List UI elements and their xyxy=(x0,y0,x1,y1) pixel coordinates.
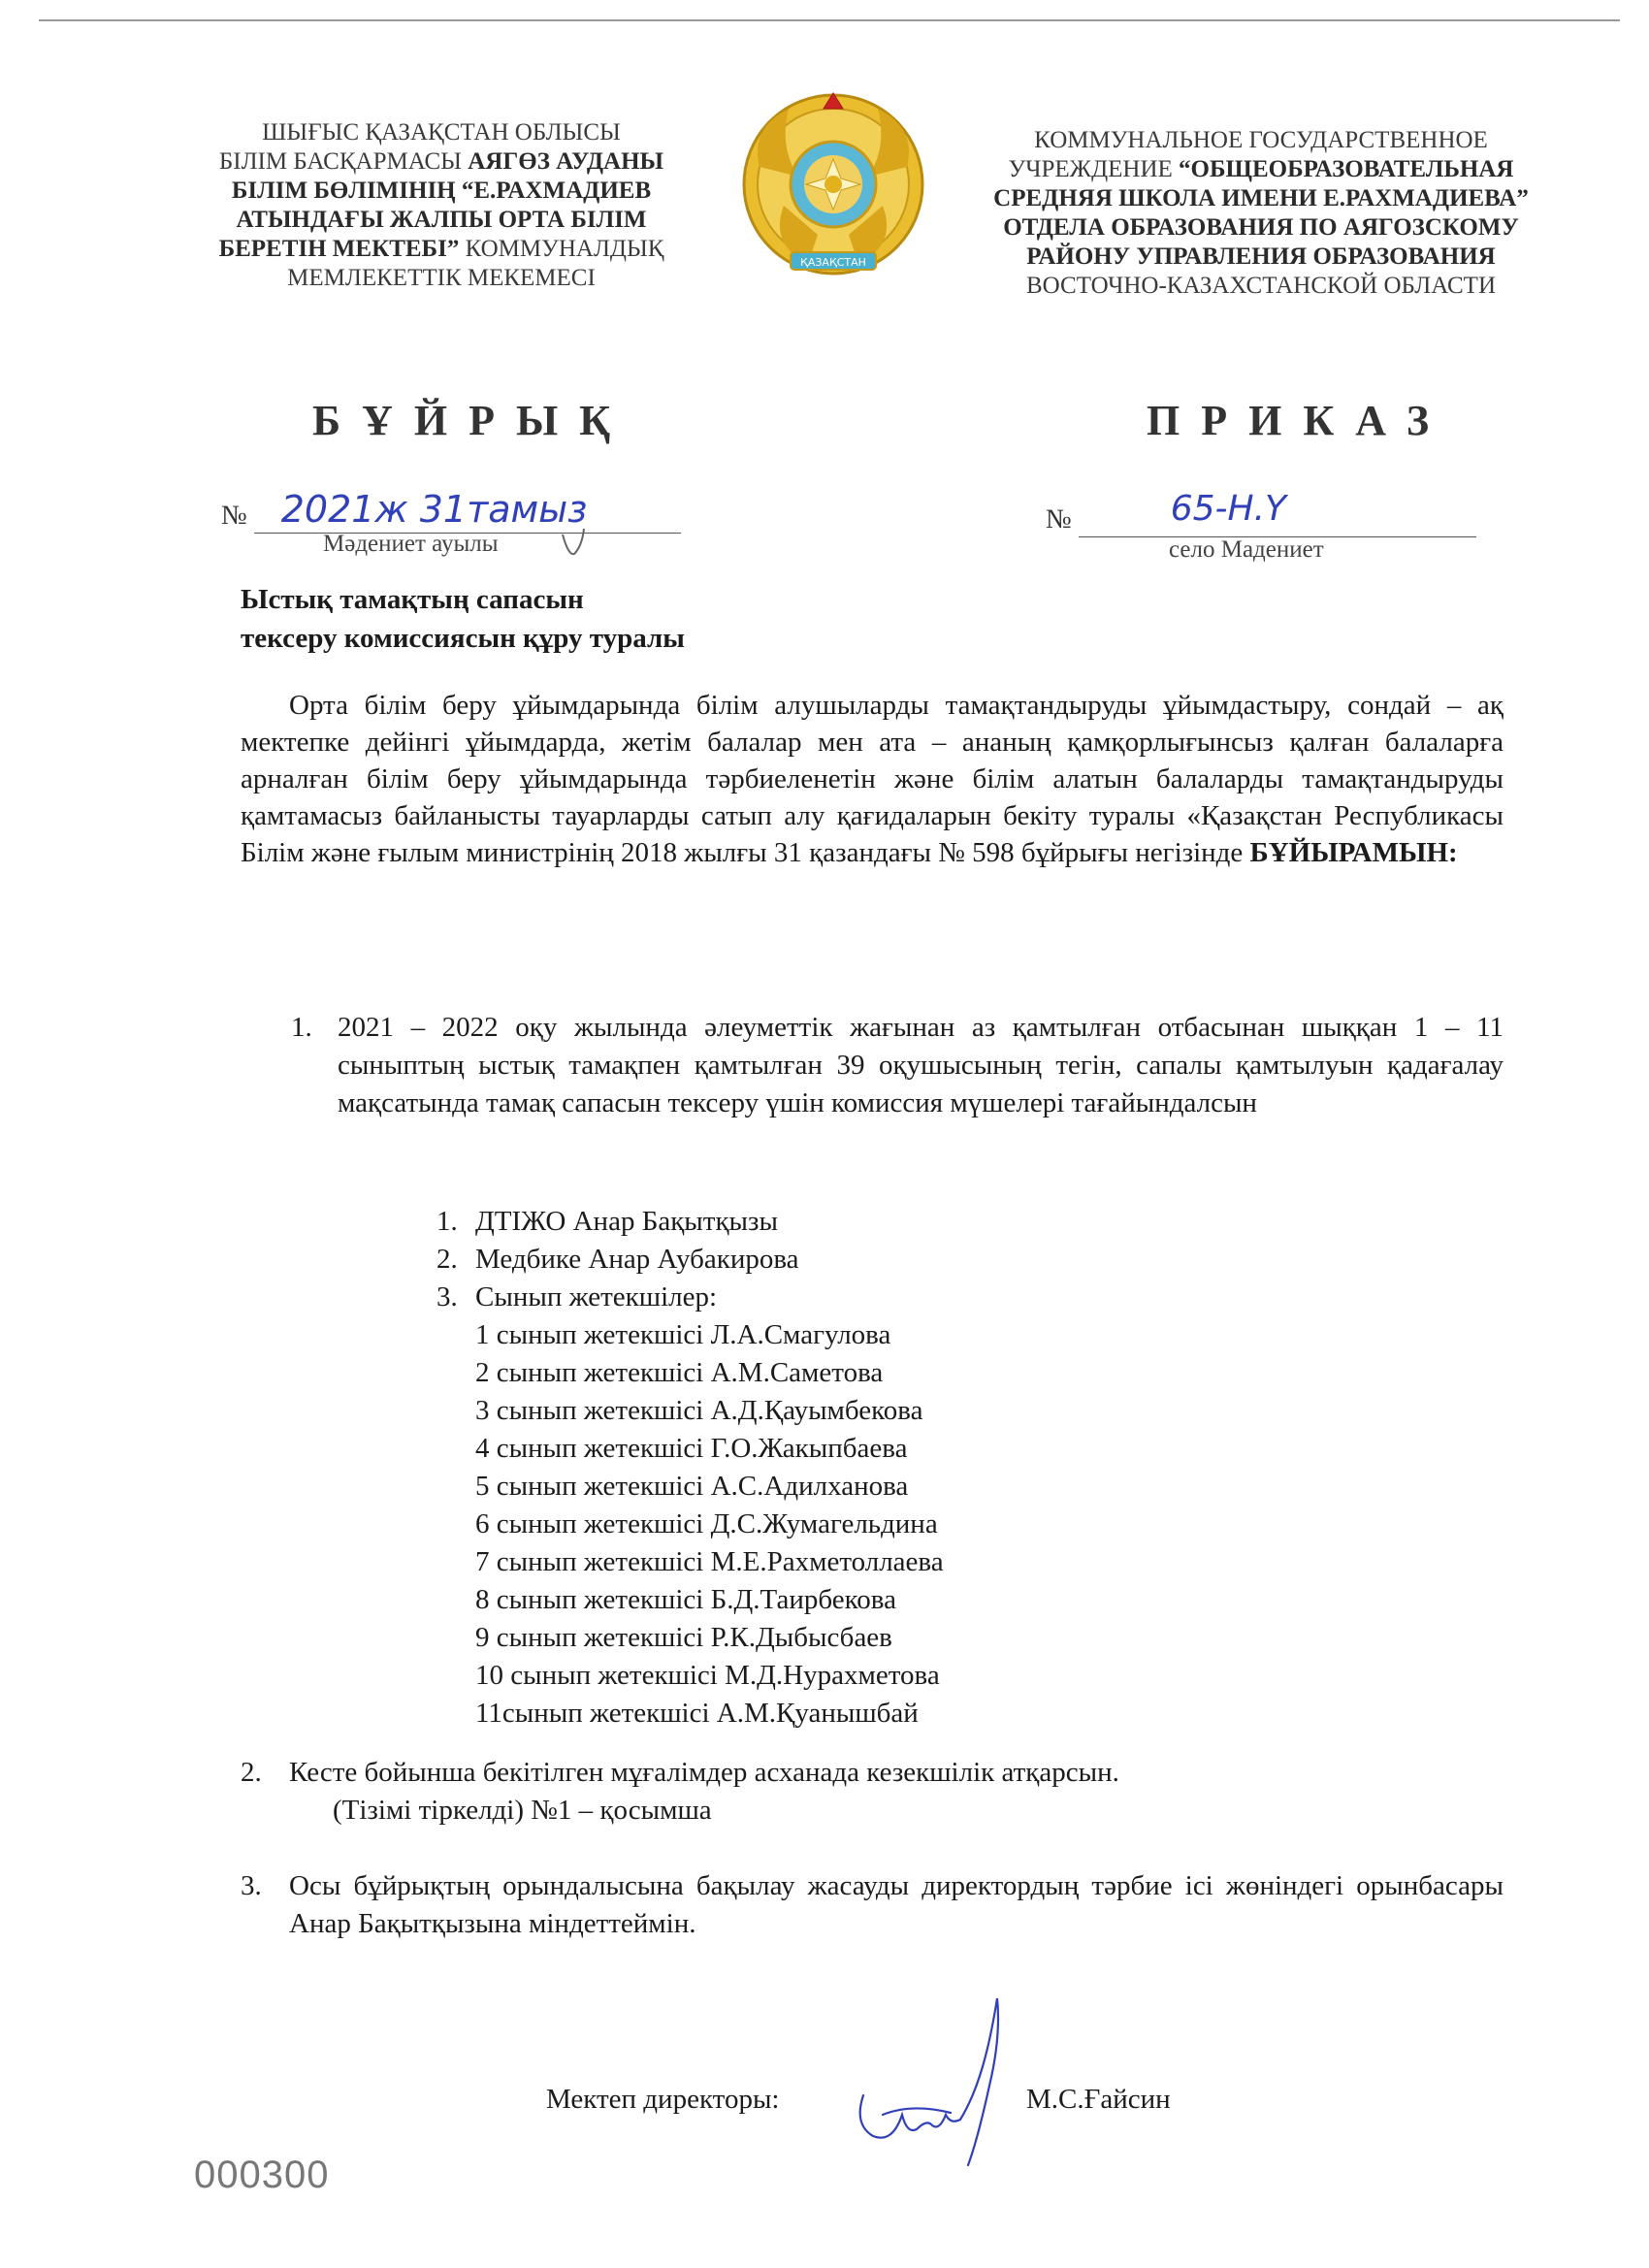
header-ru-line2: УЧРЕЖДЕНИЕ “ОБЩЕОБРАЗОВАТЕЛЬНАЯ xyxy=(1008,156,1514,182)
signature-scribble-icon xyxy=(854,1979,1048,2173)
order-subject xyxy=(241,580,685,658)
item3-text: Осы бұйрықтың орындалысына бақылау жасауды директордың тәрбие ісі жөніндегі орынбасары Анар Бақытқызына міндеттеймін. xyxy=(289,1870,1504,1939)
header-kz-line2 xyxy=(170,147,713,177)
handwritten-check-icon xyxy=(559,527,588,560)
order-item-1 xyxy=(291,1009,1504,1122)
member-item: 1. ДТІЖО Анар Бақытқызы xyxy=(436,1206,778,1237)
header-ru-line6: ВОСТОЧНО-КАЗАХСТАНСКОЙ ОБЛАСТИ xyxy=(1026,273,1496,299)
handwritten-number: 65-Н.Ү xyxy=(1170,489,1287,529)
emblem-text: ҚАЗАҚСТАН xyxy=(800,256,866,269)
header-ru xyxy=(960,126,1562,301)
class-teacher-item: 5 сынып жетекшісі А.С.Адилханова xyxy=(475,1471,909,1502)
header-kz xyxy=(170,118,713,293)
class-teacher-item: 4 сынып жетекшісі Г.О.Жакыпбаева xyxy=(475,1433,908,1464)
members-list xyxy=(436,1203,799,1316)
preamble-bold: БҰЙЫРАМЫН: xyxy=(1249,837,1458,868)
item1-text: 2021 – 2022 оқу жылында әлеуметтік жағынан аз қамтылған отбасынан шыққан 1 – 11 сыныптың ыстық тамақпен қамтылған 39 оқушысының тегін, сапалы қамтылуын қадағалау мақсатында тамақ сапасын тексеру үшін комиссия мүшелері тағайындалсын xyxy=(338,1012,1504,1118)
serial-number: 000300 xyxy=(194,2154,330,2196)
number-line-kz xyxy=(254,490,681,534)
state-emblem-icon xyxy=(740,89,926,288)
header-ru-line5: РАЙОНУ УПРАВЛЕНИЯ ОБРАЗОВАНИЯ xyxy=(1026,243,1496,270)
place-ru: село Мадениет xyxy=(1169,536,1324,563)
number-sign: № xyxy=(221,501,247,531)
class-teacher-item: 11сынып жетекшісі А.М.Қуанышбай xyxy=(475,1698,919,1729)
member-item: 2. Медбике Анар Аубакирова xyxy=(436,1244,799,1275)
title-kz: БҰЙРЫҚ xyxy=(312,397,632,444)
number-line-ru xyxy=(1079,489,1476,537)
item2-line2: (Тізімі тіркелді) №1 – қосымша xyxy=(333,1795,712,1826)
class-teacher-item: 6 сынып жетекшісі Д.С.Жумагельдина xyxy=(475,1508,938,1539)
preamble-text: Орта білім беру ұйымдарында білім алушыларды тамақтандыруды ұйымдастыру, сондай – ақ мектепке дейінгі ұйымдарда, жетім балалар мен ата – ананың қамқорлығынсыз қалған балаларға арналған білім беру ұйымдарында тәрбиеленетін және білім алатын балаларды тамақтандыруды қамтамасыз байланысты тауарларды сатып алу қағидаларын бекіту туралы «Қазақстан Республикасы Білім және ғылым министрінің 2018 жылғы 31 қазандағы № 598 бұйрығы негізінде xyxy=(241,690,1504,868)
title-ru: ПРИКАЗ xyxy=(1147,397,1451,444)
signature-name: М.С.Ғайсин xyxy=(1026,2084,1171,2115)
preamble-paragraph xyxy=(241,687,1504,871)
item3-num: 3. xyxy=(241,1870,262,1901)
header-ru-line4: ОТДЕЛА ОБРАЗОВАНИЯ ПО АЯГОЗСКОМУ xyxy=(1003,214,1519,241)
signature-label: Мектеп директоры: xyxy=(546,2084,780,2115)
class-teacher-item: 10 сынып жетекшісі М.Д.Нурахметова xyxy=(475,1660,940,1691)
order-item-3 xyxy=(241,1867,1504,1943)
item2-num: 2. xyxy=(241,1757,262,1788)
class-teacher-item: 8 сынып жетекшісі Б.Д.Таирбекова xyxy=(475,1584,896,1615)
order-item-2 xyxy=(241,1754,1119,1830)
header-kz-line6: МЕМЛЕКЕТТІК МЕКЕМЕСІ xyxy=(287,265,596,291)
header-kz-line1: ШЫҒЫС ҚАЗАҚСТАН ОБЛЫСЫ xyxy=(262,119,621,146)
class-teachers-list xyxy=(475,1316,944,1733)
item1-num: 1. xyxy=(291,1012,312,1043)
handwritten-date: 2021ж 31тамыз xyxy=(280,488,588,531)
header-ru-line3: СРЕДНЯЯ ШКОЛА ИМЕНИ Е.РАХМАДИЕВА” xyxy=(993,185,1529,211)
header-kz-line2a: БІЛІМ БАСҚАРМАСЫ xyxy=(218,148,462,175)
class-teacher-item: 3 сынып жетекшісі А.Д.Қауымбекова xyxy=(475,1395,923,1426)
subject-line2: тексеру комиссиясын құру туралы xyxy=(241,623,685,654)
class-teacher-item: 2 сынып жетекшісі А.М.Саметова xyxy=(475,1357,884,1388)
number-sign-ru: № xyxy=(1046,504,1072,535)
place-kz: Мәдениет ауылы xyxy=(323,531,499,557)
class-teacher-item: 1 сынып жетекшісі Л.А.Смагулова xyxy=(475,1319,891,1350)
top-rule xyxy=(39,19,1620,21)
order-number-ru xyxy=(1046,489,1476,537)
member-item: 3. Сынып жетекшілер: xyxy=(436,1281,718,1312)
header-ru-line1: КОММУНАЛЬНОЕ ГОСУДАРСТВЕННОЕ xyxy=(1034,127,1488,153)
class-teacher-item: 7 сынып жетекшісі М.Е.Рахметоллаева xyxy=(475,1546,944,1577)
header-kz-line3: БІЛІМ БӨЛІМІНІҢ “Е.РАХМАДИЕВ xyxy=(231,178,652,204)
header-kz-line5: БЕРЕТІН МЕКТЕБІ” КОММУНАЛДЫҚ xyxy=(218,236,664,262)
subject-line1: Ыстық тамақтың сапасын xyxy=(241,584,584,615)
item2-line1: Кесте бойынша бекітілген мұғалімдер асханада кезекшілік атқарсын. xyxy=(289,1757,1119,1788)
header-kz-line4: АТЫНДАҒЫ ЖАЛПЫ ОРТА БІЛІМ xyxy=(236,207,647,233)
order-number-kz xyxy=(221,490,681,534)
class-teacher-item: 9 сынып жетекшісі Р.К.Дыбысбаев xyxy=(475,1622,892,1653)
header-kz-line2b: АЯГӨЗ АУДАНЫ xyxy=(468,148,664,175)
